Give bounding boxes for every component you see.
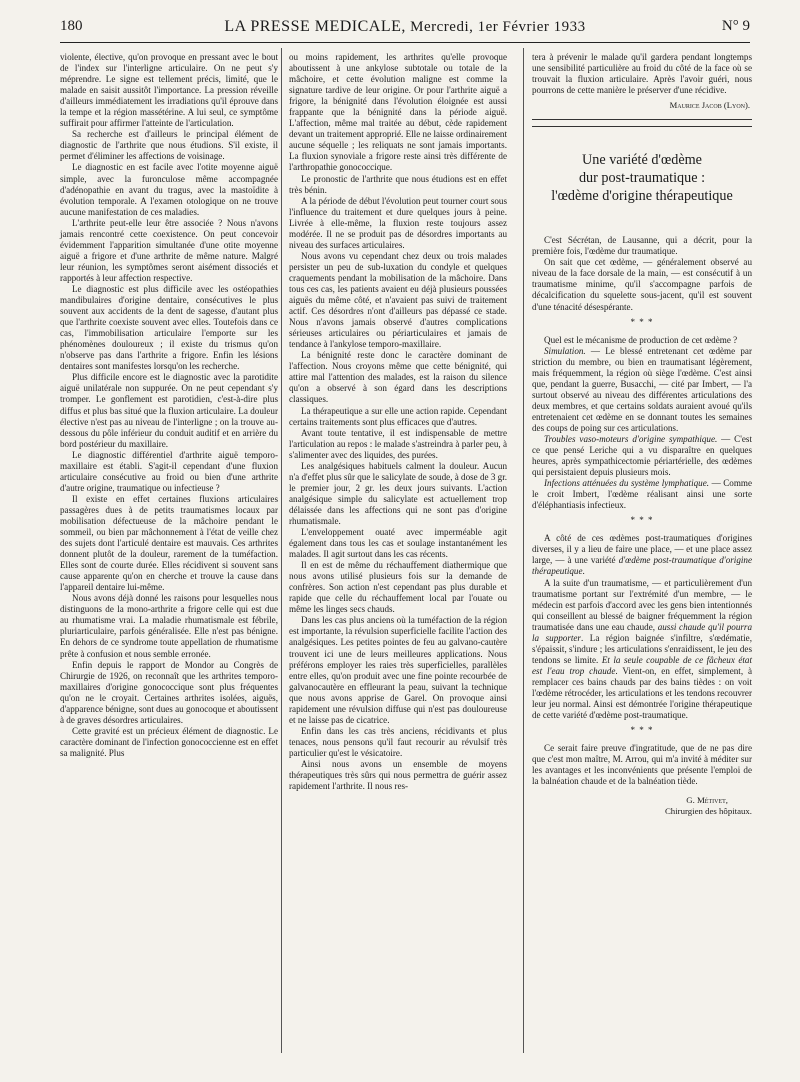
subheading: Infections atténuées du système lymphatique. xyxy=(544,478,710,489)
section-stars: * * * xyxy=(630,515,654,526)
paragraph xyxy=(532,346,752,434)
paragraph-text: — C'est ce que pensé Leriche qui a vu disparaître en quelques heures, après sympathicectomie périartérielle, des œdèmes qui persistaient depuis plusieurs mois. xyxy=(532,433,752,478)
paragraph xyxy=(532,434,752,478)
journal-name: LA PRESSE MEDICALE, xyxy=(224,18,406,35)
title-line: dur post-traumatique : xyxy=(578,170,706,187)
article-divider xyxy=(532,126,752,127)
paragraph: Ce serait faire preuve d'ingratitude, que de ne pas dire que c'est mon maître, M. Arrou, qui m'a invité à méditer sur les avantages et les inconvénients que présente l'emploi de la balnéation chaude et de la balnéation tiède. xyxy=(532,743,752,787)
paragraph-text: . Vient-on, en effet, simplement, à remplacer ces bains chauds par des bains tièdes : on voit l'œdème rétrocéder, les articulations et les tendons recouvrer leur jeu normal. Ainsi est démontrée l'origine thérapeutique de cette variété d'œdème post-traumatique. xyxy=(532,665,753,721)
paragraph: Le diagnostic est plus difficile avec les ostéopathies mandibulaires d'origine dentaire, consécutives le plus souvent aux accidents de la dent de sagesse, d'autant plus que l'arthrite coexiste souvent avec elles. Toutefois dans ce cas, l'immobilisation articulaire l'emporte sur les phénomènes douloureux ; il existe du trismus qu'on n'observe pas dans l'arthrite a frigore. Enfin les lésions dentaires sont manifestes lorsqu'on les recherche. xyxy=(60,283,278,372)
paragraph: Ainsi nous avons un ensemble de moyens thérapeutiques très sûrs qui nous permettra de guérir assez rapidement l'arthrite. Il nous res- xyxy=(289,759,507,792)
paragraph: Il existe en effet certaines fluxions articulaires passagères dues à de petits traumatismes locaux par mobilisation défectueuse de la mâchoire pendant le sommeil, ou bien par mâchonnement à l'état de veille chez des sujets dont l'articulé dentaire est mauvais. Ces arthrites donnent plutôt de la douleur, rarement de la tuméfaction. Elles sont de courte durée. Elles récidivent si souvent sans cause apparente qu'on en cherche et trouve la cause dans l'appareil dentaire lui-même. xyxy=(60,493,278,593)
emphasis: d'œdème post-traumatique d'origine thérapeutique xyxy=(532,555,752,577)
paragraph: Le diagnostic différentiel d'arthrite aiguë temporo-maxillaire est établi. S'agit-il cependant d'une fluxion articulaire consécutive au froid ou bien d'une arthrite d'autre origine, traumatique ou infectieuse ? xyxy=(60,449,278,493)
paragraph: Le diagnostic en est facile avec l'otite moyenne aiguë simple, avec la furonculose même accompagnée d'adénopathie en avant du tragus, avec la mastoïdite à évolution temporale. A l'examen otologique on ne trouve aucune manifestation de ces maladies. xyxy=(60,162,278,217)
journal-title-line xyxy=(60,18,750,36)
paragraph xyxy=(532,478,752,511)
paragraph: violente, élective, qu'on provoque en pressant avec le bout de l'index sur l'interligne articulaire. On ne peut s'y méprendre. Le signe est tellement précis, limité, que le malade en saisit aussitôt l'importance. La pression réveille d'ailleurs immédiatement les irradiations qu'il éprouve dans la tempe et la région massétérine. A lui seul, ce symptôme suffirait pour affirmer l'atteinte de l'articulation. xyxy=(60,52,278,129)
page-number: 180 xyxy=(60,18,83,34)
paragraph: Le pronostic de l'arthrite que nous étudions est en effet très bénin. xyxy=(289,173,507,195)
column-divider xyxy=(523,48,524,1053)
paragraph: Enfin dans les cas très anciens, récidivants et plus tenaces, nous pensons qu'il faut recourir au révulsif très particulier qu'est le vésicatoire. xyxy=(289,725,507,758)
column-3 xyxy=(532,52,752,817)
paragraph: ou moins rapidement, les arthrites qu'elle provoque aboutissent à une ankylose subtotale ou totale de la mâchoire, et cette évolution maligne est comme la signature tardive de leur origine. Or pour l'arthrite aiguë a frigore, la bénignité dans l'évolution éloignée est aussi frappante que la bénignité dans la période aiguë. L'affection, même mal traitée au début, cède rapidement devant un traitement approprié. Elle ne laisse ordinairement aucune séquelle ; les reliquats ne sont jamais importants. La fluxion synoviale a frigore reste ainsi très différente de l'arthropathie gonococcique. xyxy=(289,52,507,173)
paragraph: La thérapeutique a sur elle une action rapide. Cependant certains traitements sont plus efficaces que d'autres. xyxy=(289,405,507,427)
paragraph: C'est Sécrétan, de Lausanne, qui a décrit, pour la première fois, l'œdème dur traumatique. xyxy=(532,235,752,257)
article-title xyxy=(532,151,752,205)
paragraph-text: — Comme le croit Imbert, l'œdème réalisant ainsi une sorte d'éléphantiasis infectieux. xyxy=(532,478,753,511)
paragraph: Plus difficile encore est le diagnostic avec la parotidite aiguë unilatérale non suppurée. On ne peut cependant s'y tromper. Le gonflement est parotidien, c'est-à-dire plus diffus et plus bas situé que la fluxion articulaire. La douleur élective n'est pas au niveau de l'interligne ; on la trouve au-dessous du pôle inférieur du conduit auditif et en arrière du bord postérieur du maxillaire. xyxy=(60,372,278,449)
emphasis: aussi chaude qu'il pourra la supporter xyxy=(532,621,752,643)
paragraph: L'enveloppement ouaté avec imperméable agit également dans tous les cas et soulage instantanément les malades. Il agit surtout dans les cas récents. xyxy=(289,527,507,560)
paragraph: On sait que cet œdème, — généralement observé au niveau de la face dorsale de la main, — est consécutif à un traumatisme minime, qu'il s'accompagne parfois de décalcification du squelette sous-jacent, qu'il est souvent d'une ténacité désespérante. xyxy=(532,257,752,312)
paragraph: Nous avons vu cependant chez deux ou trois malades persister un peu de sub-luxation du condyle et quelques craquements pendant la mobilisation de la mâchoire. Dans tous ces cas, les patients avaient eu déjà plusieurs poussées aiguës du même côté, et n'avaient pas suivi de traitement actif. Ces désordres n'ont d'ailleurs pas dépassé ce stade. Nous n'avons jamais observé d'autres complications sérieuses articulaires ou périarticulaires et jamais de tendance à l'ankylose temporo-maxillaire. xyxy=(289,250,507,350)
paragraph: A la période de début l'évolution peut tourner court sous l'influence du traitement et dure quelques jours à peine. Livrée à elle-même, la fluxion reste toujours assez modérée. Il ne se produit pas de désordres importants au niveau des surfaces articulaires. xyxy=(289,195,507,250)
paragraph: Dans les cas plus anciens où la tuméfaction de la région est importante, la révulsion superficielle facilite l'action des analgésiques. Les petites pointes de feu au galvano-cautère trouvent ici une de leurs meilleures applications. Nous préférons employer les raies très superficielles, parallèles entre elles, qu'on produit avec une fine pointe recourbée de galvanocautère en effleurant la peau, suivant la technique que nous avons apprise de Garel. On provoque ainsi rapidement une révulsion diffuse qui n'est pas douloureuse et ne laisse pas de cicatrice. xyxy=(289,615,507,725)
paragraph: L'arthrite peut-elle leur être associée ? Nous n'avons jamais rencontré cette coexistence. On peut concevoir évidemment l'apparition simultanée d'une otite moyenne aiguë a frigore et d'une arthrite de même nature. Malgré leur réunion, les symptômes seront aisément dissociés et rapportés à leur affection respective. xyxy=(60,217,278,283)
subheading: Simulation. xyxy=(544,345,586,356)
paragraph: Sa recherche est d'ailleurs le principal élément de diagnostic de l'arthrite que nous étudions. S'il existe, il permet d'éliminer les affections de voisinage. xyxy=(60,129,278,162)
issue-number: N° 9 xyxy=(721,18,750,34)
paragraph: Quel est le mécanisme de production de cet œdème ? xyxy=(544,334,738,345)
section-stars: * * * xyxy=(630,316,654,327)
paragraph: tera à prévenir le malade qu'il gardera pendant longtemps une sensibilité particulière au froid du côté de la face où se trouvait la fluxion articulaire. Après l'avoir guéri, nous pourrons de cette manière le préserver d'une récidive. xyxy=(532,52,752,96)
subheading: Troubles vaso-moteurs d'origine sympathique. xyxy=(544,433,718,444)
author-role: Chirurgien des hôpitaux. xyxy=(664,806,752,817)
title-line: Une variété d'œdème xyxy=(582,152,702,169)
column-divider xyxy=(281,48,282,1053)
paragraph xyxy=(532,533,752,577)
article-divider xyxy=(532,119,752,120)
article-signature: Maurice Jacob (Lyon). xyxy=(669,100,750,111)
author-signature xyxy=(532,795,752,817)
paragraph-text: . La région baignée s'infiltre, s'œdématie, s'épaissit, s'indure ; les articulations s'enraidissent, le jeu des tendons se limite. xyxy=(532,632,752,665)
paragraph: Il en est de même du réchauffement diathermique que nous avons utilisé plusieurs fois sur la demande de confrères. Son action n'est cependant pas plus durable et rapide que celle du réchauffement local par l'ouate ou même les linges secs chauds. xyxy=(289,560,507,615)
paragraph: Les analgésiques habituels calment la douleur. Aucun n'a d'effet plus sûr que le salicylate de soude, à dose de 3 gr. le premier jour, 2 gr. les deux jours suivants. L'action analgésique simple du salicylate est actuellement trop délaissée dans les affections qui ne sont pas d'origine rhumatismale. xyxy=(289,460,508,526)
page-header xyxy=(60,18,750,43)
section-stars: * * * xyxy=(630,725,654,736)
column-1 xyxy=(60,52,278,759)
paragraph-text: . xyxy=(582,566,585,577)
paragraph-text: A la suite d'un traumatisme, — et particulièrement d'un traumatisme portant sur l'extrémité d'un membre, — le médecin est parfois d'accord avec les gens bien intentionnés qui conseillent au blessé de baigner fréquemment la région traumatisée dans une eau chaude, xyxy=(532,577,752,632)
paragraph: Avant toute tentative, il est indispensable de mettre l'articulation au repos : le malade s'astreindra à parler peu, à s'alimenter avec des liquides, des purées. xyxy=(289,427,507,460)
paragraph: Enfin depuis le rapport de Mondor au Congrès de Chirurgie de 1926, on reconnaît que les arthrites temporo-maxillaires d'origine gonococcique sont plus fréquentes qu'on ne le croyait. Certaines arthrites isolées, aiguës, d'apparence bénigne, sont dues au gonocoque et aboutissent à de graves désordres articulaires. xyxy=(60,659,278,725)
paragraph: Cette gravité est un précieux élément de diagnostic. Le caractère dominant de l'infection gonococcienne est en effet sa malignité. Plus xyxy=(60,725,278,758)
title-line: l'œdème d'origine thérapeutique xyxy=(551,188,733,205)
paragraph-text: — Le blessé entretenant cet œdème par striction du membre, ou bien en traumatisant légèrement, mais fréquemment, la région où siège l'œdème. C'est ainsi que, pendant la guerre, Busacchi, — cité par Imbert, — l'a surtout observé au niveau des différentes articulations des deux membres, et que certains soldats auraient avoué qu'ils entretenaient cet œdème en se donnant toutes les semaines des coups de poing sur ces articulations. xyxy=(532,345,752,433)
paragraph: La bénignité reste donc le caractère dominant de l'affection. Nous croyons même que cette bénignité, qui attire mal l'attention des malades, est la raison du silence qu'on a observé à son égard dans les descriptions classiques. xyxy=(289,350,507,405)
paragraph xyxy=(532,578,752,722)
paragraph-text: A côté de ces œdèmes post-traumatiques d'origines diverses, il y a lieu de faire une place, — et une place assez large, — à une variété xyxy=(532,533,752,566)
issue-date: Mercredi, 1er Février 1933 xyxy=(410,19,586,35)
paragraph: Nous avons déjà donné les raisons pour lesquelles nous distinguons de la mono-arthrite a frigore celle qui est due au rhumatisme vrai. La maladie rhumatismale est fébrile, pluriarticulaire, parfois généralisée. Elle n'est pas bénigne. En dehors de ce syndrome toute appellation de rhumatisme prête à confusion et nous semble erronée. xyxy=(60,593,278,659)
emphasis: Et la seule coupable de ce fâcheux état est l'eau trop chaude xyxy=(532,654,752,676)
column-2 xyxy=(289,52,507,792)
author-name: G. Métivet, xyxy=(686,795,728,806)
